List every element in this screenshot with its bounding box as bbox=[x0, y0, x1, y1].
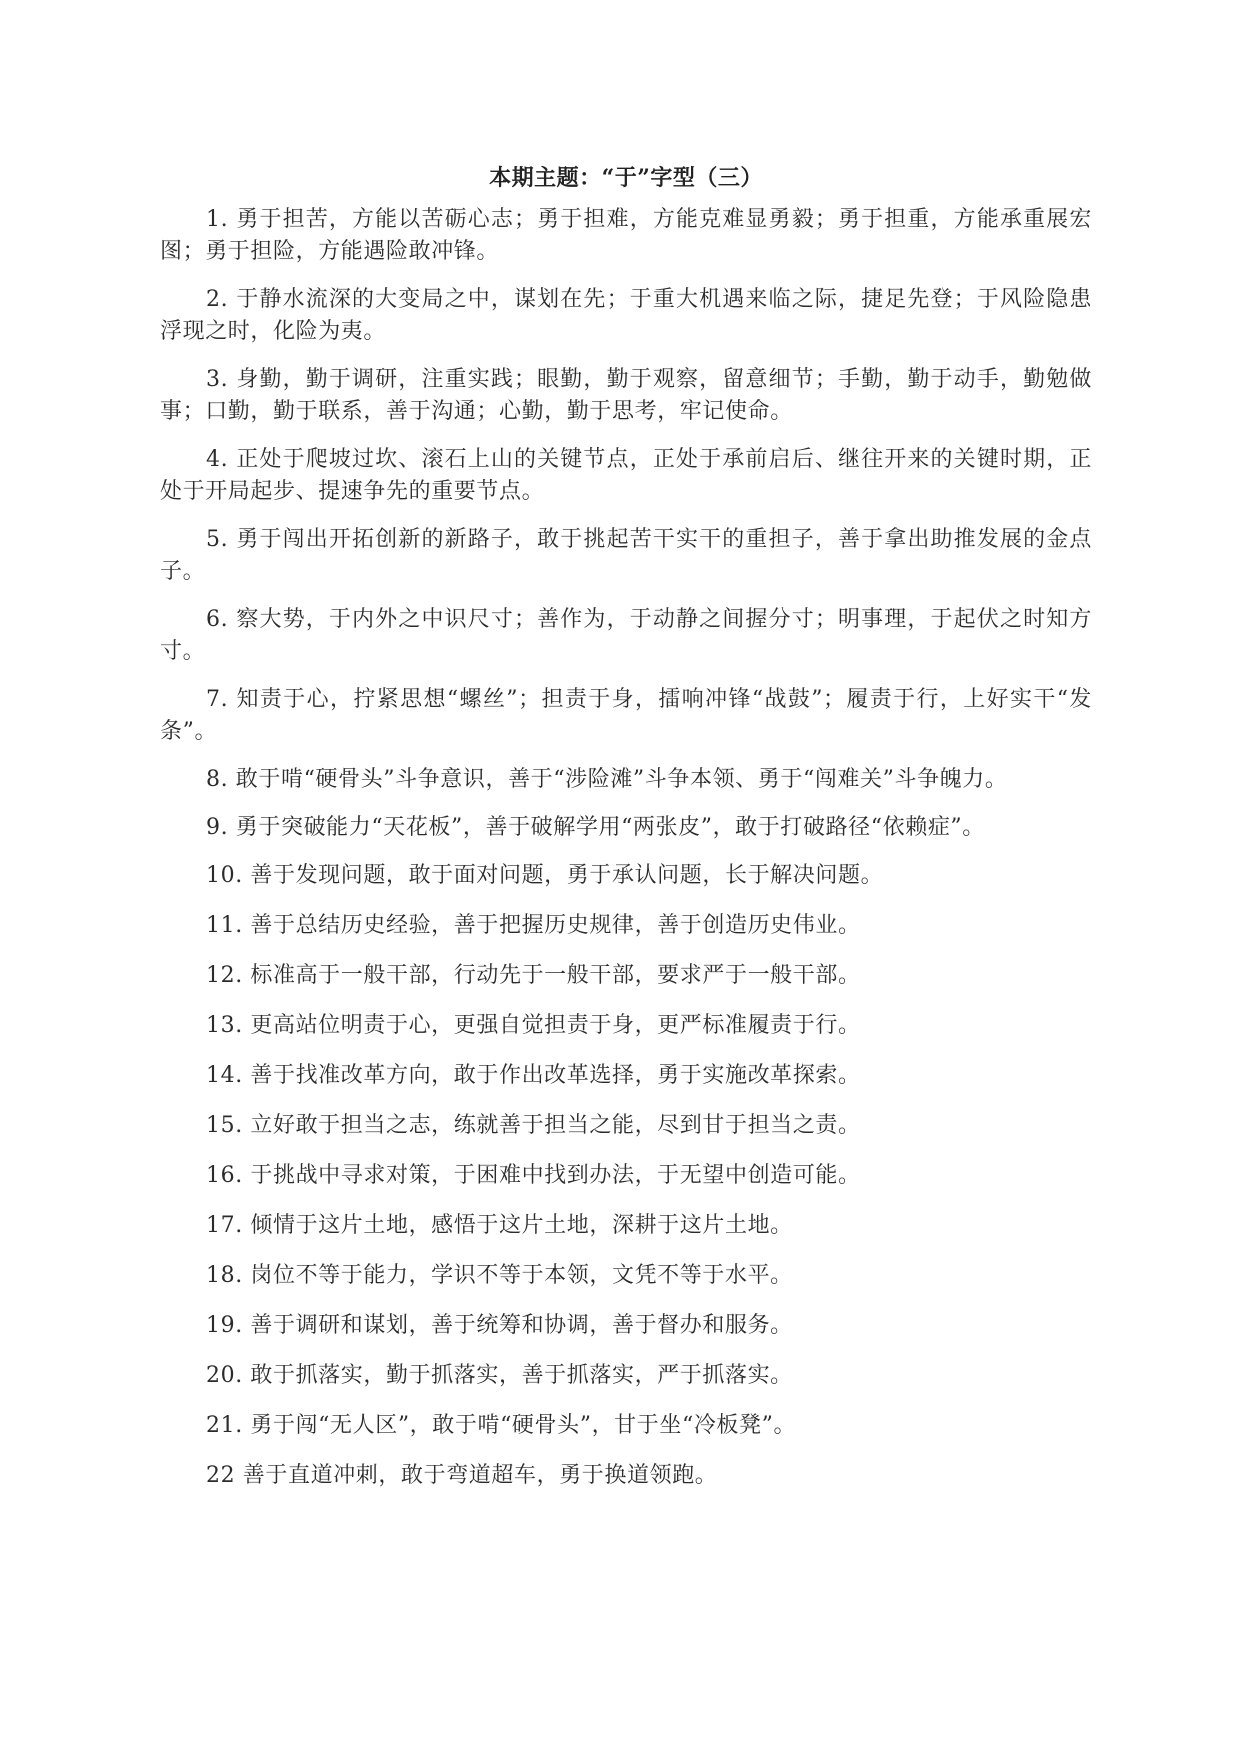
list-item: 12. 标准高于一般干部，行动先于一般干部，要求严于一般干部。 bbox=[206, 963, 861, 988]
list-item: 9. 勇于突破能力“天花板”，善于破解学用“两张皮”，敢于打破路径“依赖症”。 bbox=[206, 815, 985, 840]
list-item: 11. 善于总结历史经验，善于把握历史规律，善于创造历史伟业。 bbox=[206, 913, 861, 938]
list-item: 4. 正处于爬坡过坎、滚石上山的关键节点，正处于承前启后、继往开来的关键时期，正处于开局起步、提速争先的重要节点。 bbox=[160, 447, 1092, 504]
list-item: 7. 知责于心，拧紧思想“螺丝”；担责于身，擂响冲锋“战鼓”；履责于行，上好实干“发条”。 bbox=[160, 687, 1092, 744]
list-item: 2. 于静水流深的大变局之中，谋划在先；于重大机遇来临之际，捷足先登；于风险隐患浮现之时，化险为夷。 bbox=[160, 287, 1092, 344]
list-item: 18. 岗位不等于能力，学识不等于本领，文凭不等于水平。 bbox=[206, 1263, 793, 1288]
item-list bbox=[160, 204, 1092, 1492]
list-item: 19. 善于调研和谋划，善于统筹和协调，善于督办和服务。 bbox=[206, 1313, 793, 1338]
list-item: 5. 勇于闯出开拓创新的新路子，敢于挑起苦干实干的重担子，善于拿出助推发展的金点子。 bbox=[160, 527, 1092, 584]
list-item: 15. 立好敢于担当之志，练就善于担当之能，尽到甘于担当之责。 bbox=[206, 1113, 861, 1138]
list-item: 10. 善于发现问题，敢于面对问题，勇于承认问题，长于解决问题。 bbox=[206, 863, 884, 888]
page-title: 本期主题：“于”字型（三） bbox=[489, 165, 763, 191]
list-item: 21. 勇于闯“无人区”，敢于啃“硬骨头”，甘于坐“冷板凳”。 bbox=[206, 1413, 797, 1438]
list-item: 13. 更高站位明责于心，更强自觉担责于身，更严标准履责于行。 bbox=[206, 1013, 861, 1038]
list-item: 14. 善于找准改革方向，敢于作出改革选择，勇于实施改革探索。 bbox=[206, 1063, 861, 1088]
list-item: 8. 敢于啃“硬骨头”斗争意识，善于“涉险滩”斗争本领、勇于“闯难关”斗争魄力。 bbox=[206, 767, 1008, 792]
list-item: 1. 勇于担苦，方能以苦砺心志；勇于担难，方能克难显勇毅；勇于担重，方能承重展宏图；勇于担险，方能遇险敢冲锋。 bbox=[160, 207, 1092, 264]
list-item: 22 善于直道冲刺，敢于弯道超车，勇于换道领跑。 bbox=[206, 1463, 718, 1488]
list-item: 6. 察大势，于内外之中识尺寸；善作为，于动静之间握分寸；明事理，于起伏之时知方寸。 bbox=[160, 607, 1092, 664]
list-item: 20. 敢于抓落实，勤于抓落实，善于抓落实，严于抓落实。 bbox=[206, 1363, 793, 1388]
document-page bbox=[160, 162, 1092, 1510]
list-item: 3. 身勤，勤于调研，注重实践；眼勤，勤于观察，留意细节；手勤，勤于动手，勤勉做事；口勤，勤于联系，善于沟通；心勤，勤于思考，牢记使命。 bbox=[160, 367, 1092, 424]
list-item: 17. 倾情于这片土地，感悟于这片土地，深耕于这片土地。 bbox=[206, 1213, 793, 1238]
list-item: 16. 于挑战中寻求对策，于困难中找到办法，于无望中创造可能。 bbox=[206, 1163, 861, 1188]
